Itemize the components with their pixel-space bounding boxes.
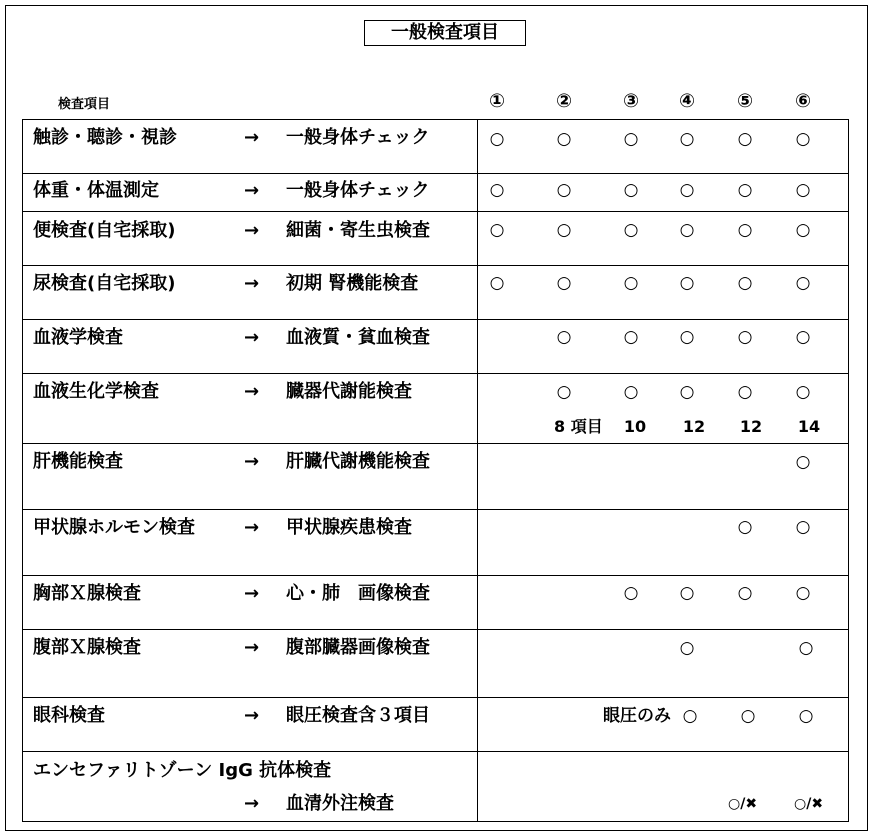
- plan-mark: ○: [679, 273, 695, 293]
- exam-name: 便検査(自宅採取): [33, 220, 176, 241]
- exam-purpose: 血液質・貧血検査: [286, 327, 430, 348]
- plan-mark: ○: [798, 638, 814, 658]
- plan-mark: ○: [737, 220, 753, 240]
- exam-purpose: 眼圧検査含３項目: [286, 705, 430, 726]
- plan-mark: ○: [556, 129, 572, 149]
- plan-mark: ○: [556, 382, 572, 402]
- row-divider: [22, 373, 849, 374]
- plan-mark: ○: [679, 382, 695, 402]
- arrow-icon: →: [244, 637, 260, 658]
- exam-name: 血液生化学検査: [33, 381, 159, 402]
- exam-purpose: 肝臓代謝機能検査: [286, 451, 430, 472]
- table-column-divider: [477, 119, 478, 822]
- plan-mark: ○: [795, 129, 811, 149]
- item-count: 10: [623, 417, 647, 436]
- exam-purpose: 初期 腎機能検査: [286, 273, 419, 294]
- arrow-icon: →: [244, 220, 260, 241]
- plan-mark: ○: [737, 129, 753, 149]
- column-header-4: ④: [678, 90, 696, 112]
- item-count: 12: [682, 417, 706, 436]
- exam-name: 胸部Ｘ腺検査: [33, 583, 141, 604]
- plan-mark: ○: [623, 327, 639, 347]
- row-divider: [22, 697, 849, 698]
- plan-mark: ○: [556, 273, 572, 293]
- plan-mark: ○: [679, 220, 695, 240]
- column-header-5: ⑤: [736, 90, 754, 112]
- plan-mark: ○: [623, 382, 639, 402]
- plan-mark: ○: [740, 706, 756, 726]
- row-divider: [22, 575, 849, 576]
- plan-mark: ○: [795, 180, 811, 200]
- plan-mark: ○: [556, 327, 572, 347]
- exam-purpose: 腹部臓器画像検査: [286, 637, 430, 658]
- plan-mark: ○: [737, 382, 753, 402]
- plan-mark: ○: [737, 327, 753, 347]
- exam-name: 血液学検査: [33, 327, 123, 348]
- item-count: 14: [797, 417, 821, 436]
- exam-purpose: 心・肺 画像検査: [286, 583, 430, 604]
- plan-mark: ○: [679, 180, 695, 200]
- plan-mark: ○: [679, 327, 695, 347]
- exam-name: 肝機能検査: [33, 451, 123, 472]
- arrow-icon: →: [244, 705, 260, 726]
- arrow-icon: →: [244, 273, 260, 294]
- exam-name: エンセファリトゾーン IgG 抗体検査: [33, 760, 332, 781]
- column-header-2: ②: [555, 90, 573, 112]
- plan-mark: ○: [623, 220, 639, 240]
- plan-mark: ○: [795, 583, 811, 603]
- exam-purpose: 一般身体チェック: [286, 127, 430, 148]
- row-divider: [22, 319, 849, 320]
- exam-name: 体重・体温測定: [33, 180, 159, 201]
- page-title: 一般検査項目: [364, 20, 526, 46]
- plan-mark: ○: [795, 327, 811, 347]
- eye-pressure-note: 眼圧のみ: [603, 706, 671, 726]
- plan-mark: ○/✖: [728, 796, 758, 812]
- exam-purpose: 細菌・寄生虫検査: [286, 220, 430, 241]
- item-count: 8 項目: [554, 417, 603, 436]
- plan-mark: ○: [795, 517, 811, 537]
- row-divider: [22, 173, 849, 174]
- exam-purpose: 血清外注検査: [286, 793, 394, 814]
- plan-mark: ○: [623, 129, 639, 149]
- plan-mark: ○: [795, 452, 811, 472]
- exam-name: 触診・聴診・視診: [33, 127, 177, 148]
- plan-mark: ○: [556, 220, 572, 240]
- exam-name: 眼科検査: [33, 705, 105, 726]
- plan-mark: ○: [682, 706, 698, 726]
- row-divider: [22, 443, 849, 444]
- exam-name: 腹部Ｘ腺検査: [33, 637, 141, 658]
- row-divider: [22, 629, 849, 630]
- arrow-icon: →: [244, 381, 260, 402]
- arrow-icon: →: [244, 517, 260, 538]
- plan-mark: ○: [489, 220, 505, 240]
- item-count: 12: [739, 417, 763, 436]
- plan-mark: ○: [489, 129, 505, 149]
- plan-mark: ○: [679, 583, 695, 603]
- plan-mark: ○: [798, 706, 814, 726]
- plan-mark: ○: [623, 180, 639, 200]
- plan-mark: ○: [737, 517, 753, 537]
- column-header-3: ③: [622, 90, 640, 112]
- exam-purpose: 一般身体チェック: [286, 180, 430, 201]
- column-header-1: ①: [488, 90, 506, 112]
- plan-mark: ○: [737, 180, 753, 200]
- arrow-icon: →: [244, 793, 260, 814]
- plan-mark: ○: [489, 180, 505, 200]
- row-divider: [22, 751, 849, 752]
- plan-mark: ○: [795, 273, 811, 293]
- plan-mark: ○: [795, 382, 811, 402]
- plan-mark: ○: [737, 273, 753, 293]
- arrow-icon: →: [244, 127, 260, 148]
- plan-mark: ○: [556, 180, 572, 200]
- arrow-icon: →: [244, 180, 260, 201]
- column-header-6: ⑥: [794, 90, 812, 112]
- row-divider: [22, 265, 849, 266]
- row-divider: [22, 509, 849, 510]
- plan-mark: ○: [623, 583, 639, 603]
- exam-name: 甲状腺ホルモン検査: [33, 517, 195, 538]
- plan-mark: ○: [679, 129, 695, 149]
- plan-mark: ○: [679, 638, 695, 658]
- row-divider: [22, 211, 849, 212]
- arrow-icon: →: [244, 327, 260, 348]
- arrow-icon: →: [244, 451, 260, 472]
- plan-mark: ○: [795, 220, 811, 240]
- exam-purpose: 臓器代謝能検査: [286, 381, 412, 402]
- plan-mark: ○: [623, 273, 639, 293]
- plan-mark: ○: [737, 583, 753, 603]
- exam-name: 尿検査(自宅採取): [33, 273, 176, 294]
- exam-purpose: 甲状腺疾患検査: [286, 517, 412, 538]
- plan-mark: ○/✖: [794, 796, 824, 812]
- item-column-header: 検査項目: [58, 97, 111, 112]
- plan-mark: ○: [489, 273, 505, 293]
- arrow-icon: →: [244, 583, 260, 604]
